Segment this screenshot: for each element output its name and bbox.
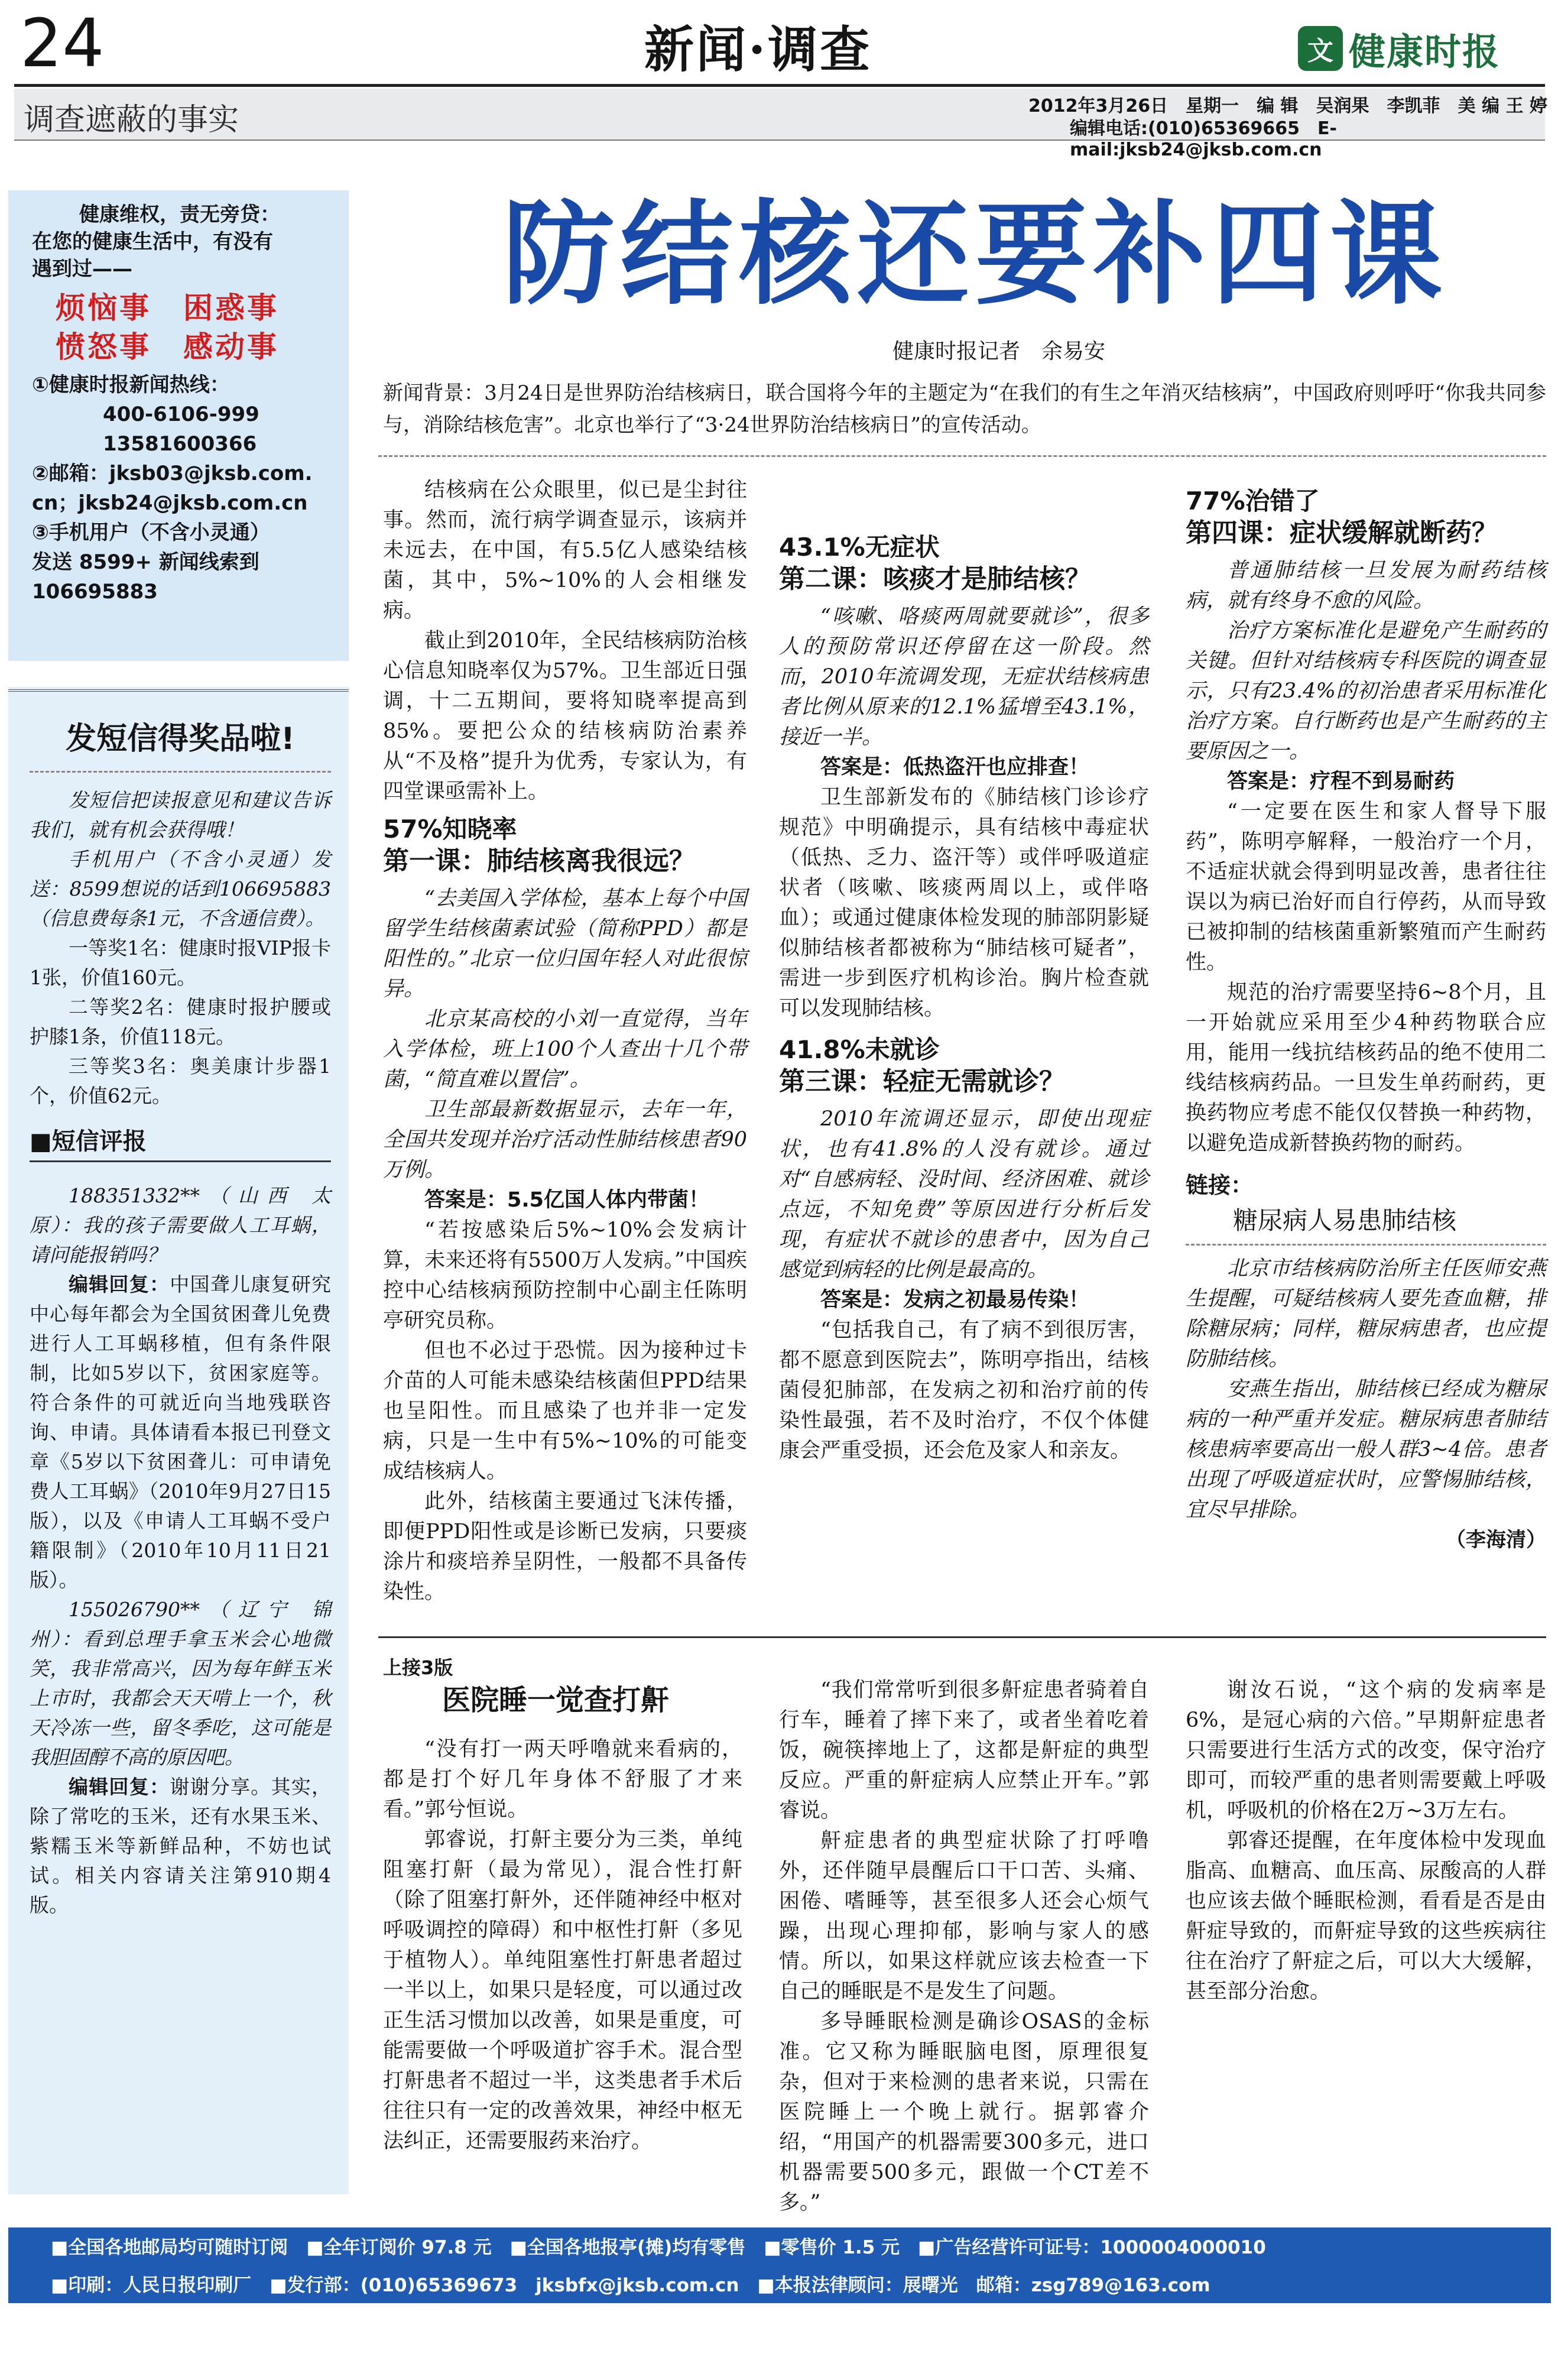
lesson-4-title: 第四课：症状缓解就断药？ xyxy=(1186,518,1498,548)
lesson-3-paragraph-2: “包括我自己，有了病不到很厉害，都不愿意到医院去”，陈明亭指出，结核菌侵犯肺部，在发病之初和治疗前的传染性最强，若不及时治疗，不仅个体健康会严重受损，还会危及家人和亲友。 xyxy=(779,1318,1149,1463)
link-title: 糖尿病人易患肺结核 xyxy=(1233,1206,1457,1235)
lesson-1-paragraph-5: 但也不必过于恐慌。因为接种过卡介苗的人可能未感染结核菌但PPD结果也呈阳性。而且感染了也并非一定发病，只是一生中有5%~10%的可能变成结核病人。 xyxy=(383,1339,747,1483)
review-1-answer xyxy=(30,1270,331,1595)
lesson-3-answer: 答案是：发病之初最易传染！ xyxy=(820,1288,1090,1312)
lesson-4-answer: 答案是：疗程不到易耐药 xyxy=(1227,770,1455,793)
tips-intro-2: 在您的健康生活中，有没有 xyxy=(32,230,273,254)
story-2-paragraph-6: 谢汝石说，“这个病的发病率是6%，是冠心病的六倍。”早期鼾症患者只需要进行生活方式的改变，保守治疗即可，而较严重的患者则需要戴上呼吸机，呼吸机的价格在2万~3万左右。 xyxy=(1186,1678,1546,1823)
link-paragraph-1: 北京市结核病防治所主任医师安燕生提醒，可疑结核病人要先查血糖，排除糖尿病；同样，糖尿病患者，也应提防肺结核。 xyxy=(1186,1257,1546,1371)
lesson-3-stat: 41.8%未就诊 xyxy=(779,1035,940,1064)
intro-paragraph-1: 结核病在公众眼里，似已是尘封往事。然而，流行病学调查显示，该病并未远去，在中国，有5.5亿人感染结核菌，其中，5%~10%的人会相继发病。 xyxy=(383,478,747,622)
lesson-2-stat: 43.1%无症状 xyxy=(779,533,940,562)
lesson-1-title: 第一课：肺结核离我很远？ xyxy=(383,846,695,876)
lesson-1-stat: 57%知晓率 xyxy=(383,815,517,844)
review-2-answer-label: 编辑回复： xyxy=(69,1775,170,1798)
lesson-2-paragraph-1: “咳嗽、咯痰两周就要就诊”，很多人的预防常识还停留在这一阶段。然而，2010年流调发现，无症状结核病患者比例从原来的12.1%猛增至43.1%，接近一半。 xyxy=(779,605,1149,749)
news-background: 新闻背景：3月24日是世界防治结核病日，联合国将今年的主题定为“在我们的有生之年消灭结核病”，中国政府则呼吁“你我共同参与，消除结核危害”。北京也举行了“3·24世界防治结核病日”的宣传活动。 xyxy=(383,381,1546,437)
article-column-1 xyxy=(383,475,747,1607)
lesson-4-paragraph-1: 普通肺结核一旦发展为耐药结核病，就有终身不愈的风险。 xyxy=(1186,559,1546,612)
issue-meta: 2012年3月26日 星期一 编 辑 吴润果 李凯菲 美 编 王 婷 xyxy=(1028,96,1547,116)
article-column-3 xyxy=(1186,486,1546,1555)
story-2-column-1 xyxy=(383,1655,742,2157)
lesson-2-answer: 答案是：低热盗汗也应排查！ xyxy=(820,755,1090,779)
story-2-column-3 xyxy=(1186,1675,1546,2007)
link-paragraph-2: 安燕生指出，肺结核已经成为糖尿病的一种严重并发症。糖尿病患者肺结核患病率要高出一般人群3~4倍。患者出现了呼吸道症状时，应警惕肺结核，宜尽早排除。 xyxy=(1186,1377,1546,1522)
link-label: 链接： xyxy=(1186,1172,1254,1198)
sms-mobile-instructions: 手机用户（不含小灵通）发送：8599想说的话到106695883（信息费每条1元，不含通信费）。 xyxy=(30,848,331,930)
review-1-answer-label: 编辑回复： xyxy=(69,1273,170,1296)
sms-prize-3: 三等奖3名：奥美康计步器1个，价值62元。 xyxy=(30,1055,331,1107)
story-2-continue-label: 上接3版 xyxy=(383,1656,453,1679)
review-2-question: 155026790**（辽宁 锦州）：看到总理手拿玉米会心地微笑，我非常高兴，因为每年鲜玉米上市时，我都会天天啃上一个，秋天冷冻一些，留冬季吃，这可能是我胆固醇不高的原因吧。 xyxy=(30,1598,331,1769)
story-2-paragraph-2: 郭睿说，打鼾主要分为三类，单纯阻塞打鼾（最为常见），混合性打鼾（除了阻塞打鼾外，还伴随神经中枢对呼吸调控的障碍）和中枢性打鼾（多见于植物人）。单纯阻塞性打鼾患者超过一半以上，如果只是轻度，可以通过改正生活习惯加以改善，如果是重度，可能需要做一个呼吸道扩容手术。混合型打鼾患者不超过一半，这类患者手术后往往只有一定的改善效果，神经中枢无法纠正，还需要服药来治疗。 xyxy=(383,1828,742,2153)
sms-prize-2: 二等奖2名：健康时报护腰或护膝1条，价值118元。 xyxy=(30,996,331,1048)
background-divider xyxy=(378,455,1546,457)
sms-box-top-rule xyxy=(8,689,349,692)
lesson-2-title: 第二课：咳痰才是肺结核？ xyxy=(779,564,1091,594)
review-1-question: 188351332**（山西 太原）：我的孩子需要做人工耳蜗，请问能报销吗？ xyxy=(30,1184,331,1266)
mobile-line-3: 106695883 xyxy=(32,580,158,604)
lesson-2-paragraph-2: 卫生部新发布的《肺结核门诊诊疗规范》中明确提示，具有结核中毒症状（低热、乏力、盗汗等）或伴呼吸道症状者（咳嗽、咳痰两周以上，或伴咯血）；或通过健康体检发现的肺部阴影疑似肺结核者都被称为“肺结核可疑者”，需进一步到医疗机构诊治。胸片检查就可以发现肺结核。 xyxy=(779,786,1149,1020)
tips-red-line-2: 愤怒事 感动事 xyxy=(56,330,279,364)
story-2-paragraph-7: 郭睿还提醒，在年度体检中发现血脂高、血糖高、血压高、尿酸高的人群也应该去做个睡眠检测，看看是否是由鼾症导致的，而鼾症导致的这些疾病往往在治疗了鼾症之后，可以大大缓解，甚至部分治愈。 xyxy=(1186,1829,1546,2003)
tips-red-line-1: 烦恼事 困惑事 xyxy=(56,291,279,325)
logo-text: 健康时报 xyxy=(1349,30,1501,73)
mobile-line-2: 发送 8599+ 新闻线索到 xyxy=(32,550,259,574)
review-2-answer-text: 谢谢分享。其实，除了常吃的玉米，还有水果玉米、紫糯玉米等新鲜品种，不妨也试试。相关内容请关注第910期4版。 xyxy=(30,1775,331,1917)
lesson-4-stat: 77%治错了 xyxy=(1186,487,1320,515)
review-2-answer xyxy=(30,1772,331,1920)
contact-meta: 编辑电话:(010)65369665 E-mail:jksb24@jksb.com.cn xyxy=(1070,118,1337,160)
article-column-2 xyxy=(779,532,1149,1466)
sms-feedback-content xyxy=(30,715,331,1920)
hotline-label: ①健康时报新闻热线： xyxy=(32,373,230,397)
review-1-answer-text: 中国聋儿康复研究中心每年都会为全国贫困聋儿免费进行人工耳蜗移植，但有条件限制，比如5岁以下，贫困家庭等。符合条件的可就近向当地残联咨询、申请。具体请看本报已刊登文章《5岁以下贫困聋儿：可申请免费人工耳蜗》（2010年9月27日15版），以及《申请人工耳蜗不受户籍限制》（2010年10月11日21版）。 xyxy=(30,1273,331,1591)
page-number: 24 xyxy=(20,5,105,82)
article-byline: 健康时报记者 余易安 xyxy=(892,339,1106,364)
header-rule xyxy=(14,84,1545,87)
sms-title-divider xyxy=(30,771,331,773)
lesson-1-paragraph-1: “去美国入学体检，基本上每个中国留学生结核菌素试验（简称PPD）都是阳性的。”北京一位归国年轻人对此很惊异。 xyxy=(383,887,747,1001)
mobile-line-1: ③手机用户（不含小灵通） xyxy=(32,521,270,544)
email-line-2: cn；jksb24@jksb.com.cn xyxy=(32,491,308,515)
email-line-1: ②邮箱：jksb03@jksb.com. xyxy=(32,462,313,485)
lesson-3-title: 第三课：轻症无需就诊？ xyxy=(779,1066,1065,1097)
story-2-paragraph-1: “没有打一两天呼噜就来看病的，都是打个好几年身体不舒服了才来看。”郭兮恒说。 xyxy=(383,1737,742,1821)
story-2-title: 医院睡一觉查打鼾 xyxy=(442,1684,670,1717)
story-2-paragraph-5: 多导睡眠检测是确诊OSAS的金标准。它又称为睡眠脑电图，原理很复杂，但对于来检测的患者来说，只需在医院睡上一个晚上就行。据郭睿介绍，“用国产的机器需要300多元，进口机器需要500多元，跟做一个CT差不多。” xyxy=(779,2010,1149,2214)
lesson-4-paragraph-3: “一定要在医生和家人督导下服药”，陈明亭解释，一般治疗一个月，不适症状就会得到明显改善，患者往往误以为病已治好而自行停药，从而导致已被抑制的结核菌重新繁殖而产生耐药性。 xyxy=(1186,800,1546,974)
story-2-paragraph-4: 鼾症患者的典型症状除了打呼噜外，还伴随早晨醒后口干口苦、头痛、困倦、嗜睡等，甚至很多人还会心烦气躁，出现心理抑郁，影响与家人的感情。所以，如果这样就应该去检查一下自己的睡眠是不是发生了问题。 xyxy=(779,1829,1149,2003)
lesson-4-paragraph-2: 治疗方案标准化是避免产生耐药的关键。但针对结核病专科医院的调查显示，只有23.4%的初治患者采用标准化治疗方案。自行断药也是产生耐药的主要原因之一。 xyxy=(1186,619,1546,763)
article-headline: 防结核还要补四课 xyxy=(502,189,1449,320)
footer-line-2: ■印刷：人民日报印刷厂 ■发行部：(010)65369673 jksbfx@jksb.com.cn ■本报法律顾问：展曙光 邮箱：zsg789@163.com xyxy=(51,2275,1210,2296)
sms-prize-1: 一等奖1名：健康时报VIP报卡1张，价值160元。 xyxy=(30,936,331,989)
link-author: （李海清） xyxy=(1446,1528,1546,1552)
tips-intro-1: 健康维权，责无旁贷： xyxy=(79,203,280,226)
intro-paragraph-2: 截止到2010年，全民结核病防治核心信息知晓率仅为57%。卫生部近日强调，十二五期间，要将知晓率提高到85%。要把公众的结核病防治素养从“不及格”提升为优秀，专家认为，有四堂课亟需补上。 xyxy=(383,629,747,803)
lesson-1-paragraph-3: 卫生部最新数据显示，去年一年，全国共发现并治疗活动性肺结核患者90万例。 xyxy=(383,1098,747,1182)
footer-line-1: ■全国各地邮局均可随时订阅 ■全年订阅价 97.8 元 ■全国各地报亭(摊)均有零售 ■零售价 1.5 元 ■广告经营许可证号：1000004000010 xyxy=(51,2237,1266,2258)
lesson-1-paragraph-6: 此外，结核菌主要通过飞沫传播，即便PPD阳性或是诊断已发病，只要痰涂片和痰培养呈阴性，一般都不具备传染性。 xyxy=(383,1490,747,1604)
story-divider xyxy=(378,1636,1546,1638)
lesson-4-paragraph-4: 规范的治疗需要坚持6~8个月，且一开始就应采用至少4种药物联合应用，能用一线抗结核药品的绝不使用二线结核病药品。一旦发生单药耐药，更换药物应考虑不能仅仅替换一种药物，以避免造成新替换药物的耐药。 xyxy=(1186,981,1546,1155)
sms-intro: 发短信把读报意见和建议告诉我们，就有机会获得哦！ xyxy=(30,789,331,841)
news-tips-content xyxy=(32,201,327,607)
story-2-column-2 xyxy=(779,1675,1149,2218)
link-divider xyxy=(1186,1244,1546,1246)
hotline-number-2: 13581600366 xyxy=(103,432,257,456)
sms-box-title: 发短信得奖品啦! xyxy=(66,721,295,757)
logo-mark-icon: 文 xyxy=(1298,26,1343,71)
story-2-paragraph-3: “我们常常听到很多鼾症患者骑着自行车，睡着了摔下来了，或者坐着吃着饭，碗筷摔地上了，这都是鼾症的典型反应。严重的鼾症病人应禁止开车。”郭睿说。 xyxy=(779,1678,1149,1823)
page-subtitle: 调查遮蔽的事实 xyxy=(24,102,239,138)
lesson-1-paragraph-2: 北京某高校的小刘一直觉得，当年入学体检，班上100个人查出十几个带菌，“简直难以置信”。 xyxy=(383,1007,747,1091)
lesson-1-answer: 答案是：5.5亿国人体内带菌！ xyxy=(424,1188,710,1212)
tips-intro-3: 遇到过—— xyxy=(32,257,132,281)
section-title: 新闻·调查 xyxy=(644,20,872,79)
lesson-3-paragraph-1: 2010年流调还显示，即使出现症状，也有41.8%的人没有就诊。通过对“自感病轻、没时间、经济困难、就诊点远，不知免费”等原因进行分析后发现，有症状不就诊的患者中，因为自己感觉到病轻的比例是最高的。 xyxy=(779,1107,1149,1282)
newspaper-logo xyxy=(1298,24,1500,73)
hotline-number-1: 400-6106-999 xyxy=(103,403,259,426)
sms-reviews-title: ■短信评报 xyxy=(30,1123,331,1162)
lesson-1-paragraph-4: “若按感染后5%~10%会发病计算，未来还将有5500万人发病。”中国疾控中心结核病预防控制中心副主任陈明亭研究员称。 xyxy=(383,1218,747,1332)
